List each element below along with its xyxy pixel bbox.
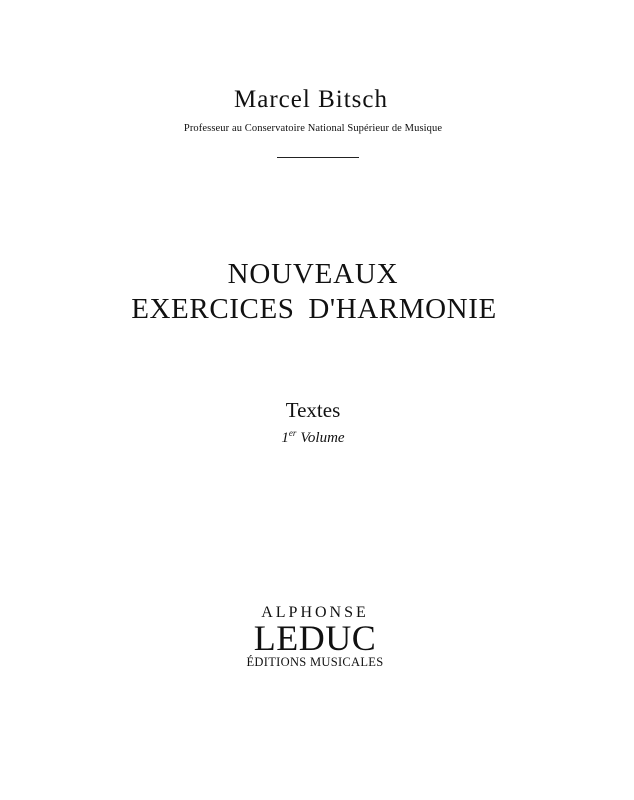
publisher-logo-line-3: ÉDITIONS MUSICALES [246, 655, 384, 669]
author-position: Professeur au Conservatoire National Supérieur de Musique [183, 123, 443, 134]
volume-ordinal-suffix: er [288, 428, 297, 438]
book-title-line-2: EXERCICES D'HARMONIE [131, 293, 497, 325]
publisher-logo-line-1: ALPHONSE [261, 604, 369, 621]
book-title-line-1: NOUVEAUX [227, 258, 399, 290]
volume-word: Volume [300, 430, 345, 446]
divider-rule [277, 157, 359, 158]
subtitle-textes: Textes [285, 398, 341, 422]
publisher-logo-line-2: LEDUC [253, 618, 377, 658]
author-name: Marcel Bitsch [234, 86, 388, 113]
volume-number: 1 [281, 430, 289, 446]
volume-label-line [0, 428, 630, 447]
